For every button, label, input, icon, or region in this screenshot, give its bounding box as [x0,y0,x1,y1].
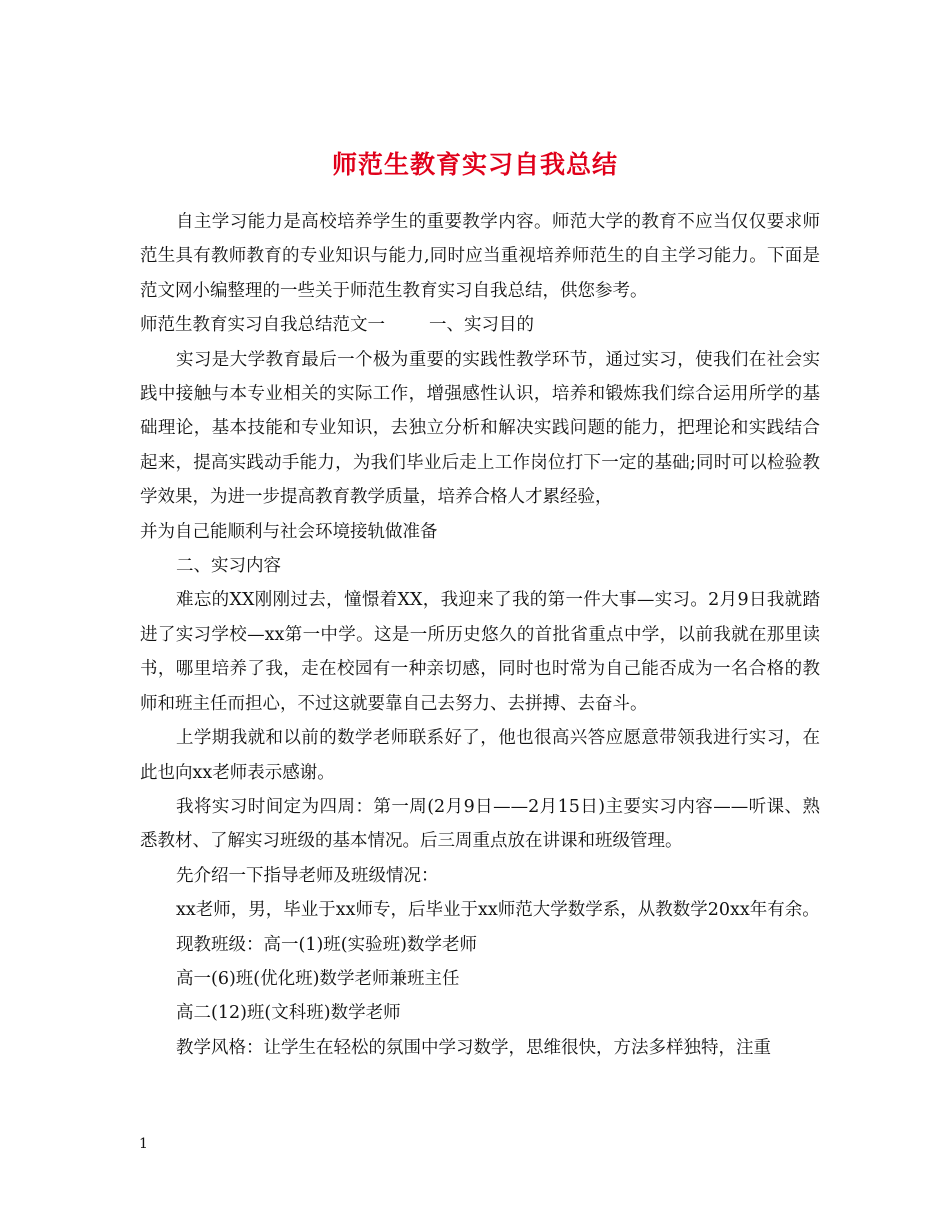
paragraph: 现教班级：高一(1)班(实验班)数学老师 [176,934,477,955]
paragraph: 难忘的XX刚刚过去，憧憬着XX，我迎来了我的第一件大事—实习。2月9日我就踏进了实习学校—xx第一中学。这是一所历史悠久的首批省重点中学，以前我就在那里读书，哪里培养了我，走在校园有一种亲切感，同时也时常为自己能否成为一名合格的教师和班主任而担心，不过这就要靠自己去努力、去拼搏、去奋斗。 [140,590,820,714]
section-heading [140,308,820,342]
paragraph: 我将实习时间定为四周：第一周(2月9日——2月15日)主要实习内容——听课、熟悉教材、了解实习班级的基本情况。后三周重点放在讲课和班级管理。 [140,796,820,852]
section-heading-title: 师范生教育实习自我总结范文一 [140,315,385,336]
paragraph: xx老师，男，毕业于xx师专，后毕业于xx师范大学数学系，从教数学20xx年有余。 [176,900,820,921]
paragraph: 上学期我就和以前的数学老师联系好了，他也很高兴答应愿意带领我进行实习，在此也向xx老师表示感谢。 [140,728,820,783]
page-title: 师范生教育实习自我总结 [331,149,618,179]
paragraph: 先介绍一下指导老师及班级情况： [176,865,439,886]
paragraph: 教学风格：让学生在轻松的氛围中学习数学，思维很快，方法多样独特，注重 [176,1037,771,1058]
document-body [140,205,820,1065]
paragraph: 实习是大学教育最后一个极为重要的实践性教学环节，通过实习，使我们在社会实践中接触与本专业相关的实际工作，增强感性认识，培养和锻炼我们综合运用所学的基础理论，基本技能和专业知识，去独立分析和解决实践问题的能力，把理论和实践结合起来，提高实践动手能力，为我们毕业后走上工作岗位打下一定的基础;同时可以检验教学效果，为进一步提高教育教学质量，培养合格人才累经验， [140,349,820,508]
paragraph: 高二(12)班(文科班)数学老师 [176,1003,401,1024]
section-heading-subtitle: 一、实习目的 [429,315,534,336]
paragraph: 并为自己能顺利与社会环境接轨做准备 [140,521,438,542]
page-number: 1 [139,1136,148,1152]
intro-paragraph: 自主学习能力是高校培养学生的重要教学内容。师范大学的教育不应当仅仅要求师范生具有教师教育的专业知识与能力,同时应当重视培养师范生的自主学习能力。下面是范文网小编整理的一些关于师范生教育实习自我总结，供您参考。 [140,212,820,301]
paragraph-heading: 二、实习内容 [176,556,281,577]
paragraph: 高一(6)班(优化班)数学老师兼班主任 [176,968,460,989]
